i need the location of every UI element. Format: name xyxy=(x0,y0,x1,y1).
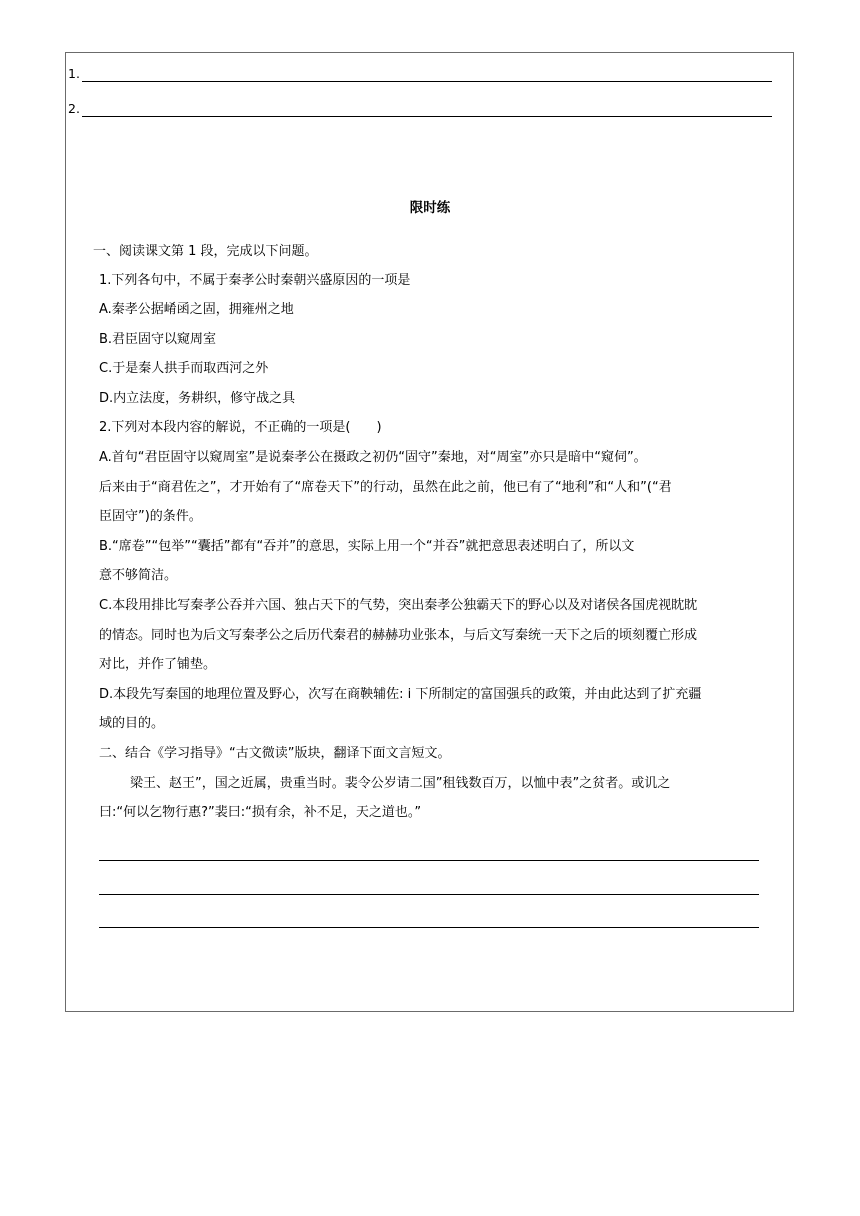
translation-answer-line[interactable] xyxy=(99,894,759,895)
q2-option-b-line: B.“席卷”“包举”“囊括”都有“吞并”的意思，实际上用一个“并吞”就把意思表述明白了，所以文 xyxy=(99,539,635,554)
q1-stem: 1.下列各句中，不属于秦孝公时秦朝兴盛原因的一项是 xyxy=(99,273,411,288)
answer-rule xyxy=(82,69,772,82)
q2-option-c-line: C.本段用排比写秦孝公吞并六国、独占天下的气势，突出秦孝公独霸天下的野心以及对诸侯各国虎视眈眈 xyxy=(99,598,698,613)
passage-line: 梁王、赵王”，国之近属，贵重当时。裴令公岁请二国”租钱数百万，以恤中表”之贫者。或讥之 xyxy=(130,776,671,791)
q2-option-b-line: 意不够简洁。 xyxy=(99,568,178,583)
section2-heading: 二、结合《学习指导》“古文微读”版块，翻译下面文言短文。 xyxy=(99,746,451,761)
translation-answer-line[interactable] xyxy=(99,927,759,928)
q2-option-d-line: 域的目的。 xyxy=(99,716,165,731)
answer-line-label: 2. xyxy=(68,101,80,116)
q2-option-a-line: A.首句“君臣固守以窥周室”是说秦孝公在摄政之初仍“固守”秦地，对“周室”亦只是暗中“窥伺”。 xyxy=(99,450,647,465)
q1-option-a: A.秦孝公据崤函之固，拥雍州之地 xyxy=(99,302,294,317)
answer-line-2[interactable] xyxy=(68,101,772,117)
q2-option-c-line: 对比，并作了铺垫。 xyxy=(99,657,217,672)
q1-option-d: D.内立法度，务耕织，修守战之具 xyxy=(99,391,296,406)
q2-option-a-line: 臣固守”)的条件。 xyxy=(99,509,202,524)
q1-option-b: B.君臣固守以窥周室 xyxy=(99,332,217,347)
answer-rule xyxy=(82,104,772,117)
q2-option-a-line: 后来由于“商君佐之”，才开始有了“席卷天下”的行动，虽然在此之前，他已有了“地利”和“人和”(“君 xyxy=(99,480,672,495)
page-title: 限时练 xyxy=(409,200,451,216)
passage-line: 曰:“何以乞物行惠?”裴曰:“损有余，补不足，天之道也。” xyxy=(99,805,422,820)
answer-line-1[interactable] xyxy=(68,66,772,82)
answer-line-label: 1. xyxy=(68,66,80,81)
q2-option-d-line: D.本段先写秦国的地理位置及野心，次写在商鞅辅佐: i 下所制定的富国强兵的政策，并由此达到了扩充疆 xyxy=(99,687,702,702)
q2-option-c-line: 的情态。同时也为后文写秦孝公之后历代秦君的赫赫功业张本，与后文写秦统一天下之后的顷刻覆亡形成 xyxy=(99,628,698,643)
section1-heading: 一、阅读课文第 1 段，完成以下问题。 xyxy=(93,244,318,259)
q1-option-c: C.于是秦人拱手而取西河之外 xyxy=(99,361,269,376)
translation-answer-line[interactable] xyxy=(99,860,759,861)
q2-stem: 2.下列对本段内容的解说，不正确的一项是( ) xyxy=(99,420,382,435)
